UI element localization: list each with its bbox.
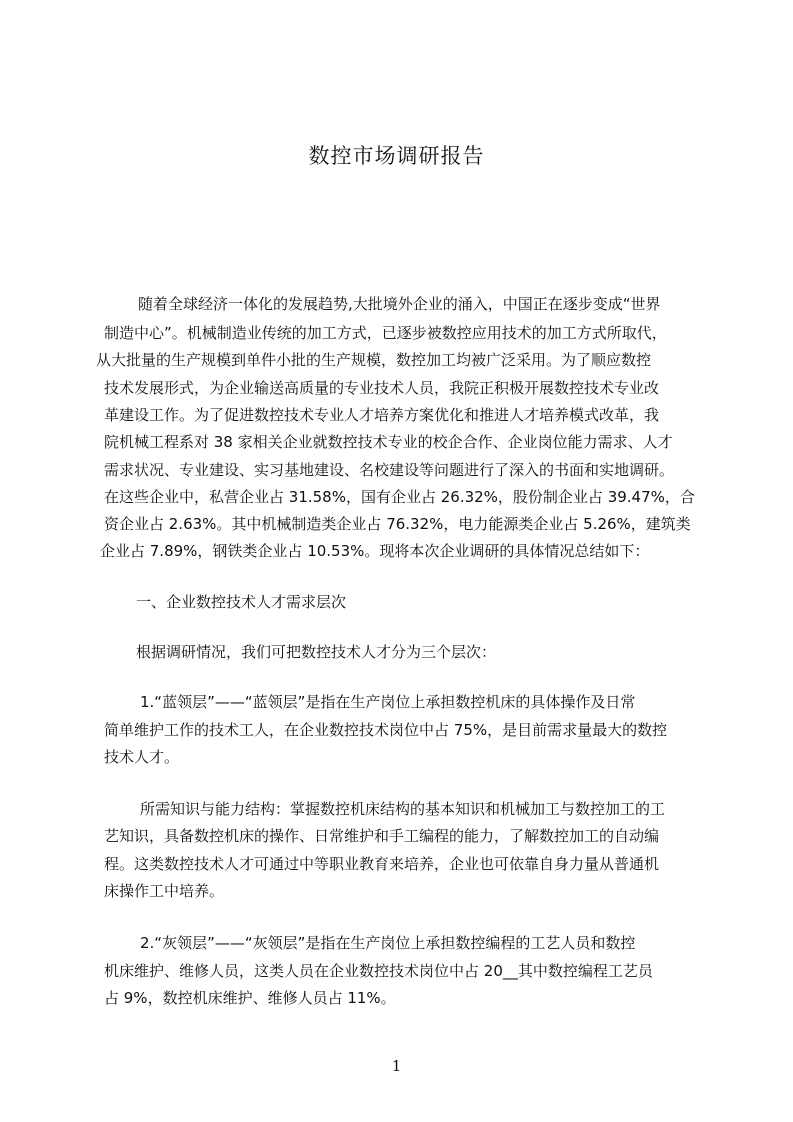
paragraph-line: 机床维护、维修人员，这类人员在企业数控技术岗位中占 20__其中数控编程工艺员 bbox=[104, 962, 653, 980]
paragraph-line: 从大批量的生产规模到单件小批的生产规模，数控加工均被广泛采用。为了顺应数控 bbox=[96, 351, 652, 369]
paragraph-line: 资企业占 2.63%。其中机械制造类企业占 76.32%，电力能源类企业占 5.26%，建筑类 bbox=[104, 515, 691, 533]
paragraph-line: 技术发展形式，为企业输送高质量的专业技术人员，我院正积极开展数控技术专业改 bbox=[104, 379, 660, 397]
paragraph-line: 革建设工作。为了促进数控技术专业人才培养方案优化和推进人才培养模式改革，我 bbox=[104, 406, 660, 424]
paragraph-line: 1.“蓝领层”——“蓝领层”是指在生产岗位上承担数控机床的具体操作及日常 bbox=[140, 693, 636, 711]
paragraph-line: 随着全球经济一体化的发展趋势,大批境外企业的涌入，中国正在逐步变成“世界 bbox=[138, 295, 661, 313]
paragraph-line: 占 9%，数控机床维护、维修人员占 11%。 bbox=[104, 989, 396, 1007]
paragraph-line: 院机械工程系对 38 家相关企业就数控技术专业的校企合作、企业岗位能力需求、人才 bbox=[104, 433, 673, 451]
paragraph-line: 程。这类数控技术人才可通过中等职业教育来培养，企业也可依靠自身力量从普通机 bbox=[104, 855, 660, 873]
paragraph-line: 2.“灰领层”——“灰领层”是指在生产岗位上承担数控编程的工艺人员和数控 bbox=[140, 934, 636, 952]
document-title: 数控市场调研报告 bbox=[308, 144, 485, 168]
paragraph-line: 所需知识与能力结构：掌握数控机床结构的基本知识和机械加工与数控加工的工 bbox=[140, 800, 666, 818]
paragraph-line: 技术人才。 bbox=[104, 748, 180, 766]
paragraph-line: 床操作工中培养。 bbox=[104, 882, 225, 900]
paragraph-line: 艺知识，具备数控机床的操作、日常维护和手工编程的能力，了解数控加工的自动编 bbox=[104, 827, 660, 845]
paragraph-line: 企业占 7.89%，钢铁类企业占 10.53%。现将本次企业调研的具体情况总结如下： bbox=[100, 542, 650, 560]
paragraph-line: 在这些企业中，私营企业占 31.58%，国有企业占 26.32%，股份制企业占 39.47%，合 bbox=[104, 488, 695, 506]
paragraph-line: 简单维护工作的技术工人，在企业数控技术岗位中占 75%，是目前需求量最大的数控 bbox=[104, 721, 668, 739]
paragraph-line: 需求状况、专业建设、实习基地建设、名校建设等问题进行了深入的书面和实地调研。 bbox=[104, 461, 675, 479]
paragraph-line: 根据调研情况，我们可把数控技术人才分为三个层次： bbox=[136, 643, 497, 661]
page-number: 1 bbox=[391, 1057, 402, 1075]
section-heading: 一、企业数控技术人才需求层次 bbox=[136, 593, 347, 611]
paragraph-line: 制造中心”。机械制造业传统的加工方式，已逐步被数控应用技术的加工方式所取代， bbox=[104, 324, 667, 342]
